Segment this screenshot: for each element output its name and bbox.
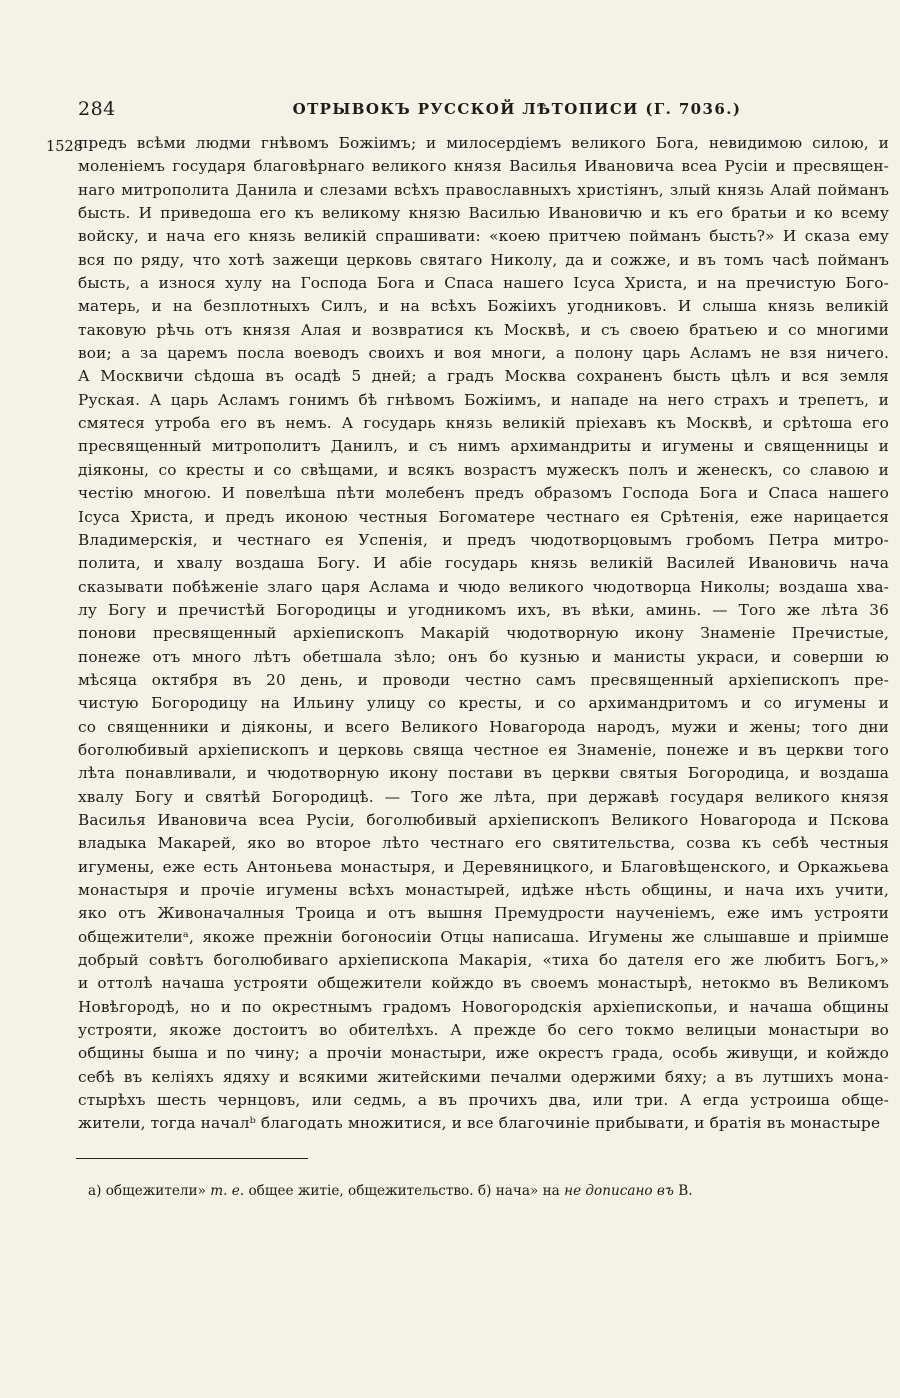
text-line: понови пресвященный архiепископъ Макарiй чюдотворную икону Знаменiе Пречистые, [78, 624, 889, 643]
footnote-a-abbrev: т. е. [210, 1183, 245, 1199]
text-line: со священники и дiяконы, и всего Великого Новагорода народъ, мужи и жены; того дни [78, 717, 889, 736]
text-line: добрый совѣтъ боголюбиваго архiепископа Макарiя, «тиха бо дателя его же любитъ Богъ,» [78, 951, 889, 970]
footnote-b-text: на [542, 1183, 560, 1199]
text-line: бысть. И приведоша его къ великому князю Василью Ивановичю и къ его братьи и ко всему [78, 204, 889, 223]
text-line: боголюбивый архiепископъ и церковь свяща честное ея Знаменiе, понеже и въ церкви того [78, 740, 889, 759]
text-line: войску, и нача его князь великiй спрашивати: «коею притчею пойманъ бысть?» И сказа ему [78, 227, 889, 246]
text-line: Василья Ивановича всеа Русiи, боголюбивый архiепископъ Великого Новагорода и Пскова [78, 810, 889, 829]
text-line: стырѣхъ шесть чернцовъ, или седмь, а въ прочихъ два, или три. А егда устроиша обще- [78, 1091, 889, 1110]
text-line: лѣта понавливали, и чюдотворную икону постави въ церкви святыя Богородица, и воздаша [78, 764, 889, 783]
footnote-divider [76, 1158, 308, 1159]
text-line: лу Богу и пречистѣй Богородицы и угодникомъ ихъ, въ вѣки, аминь. — Того же лѣта 36 [78, 600, 889, 619]
text-line: сказывати побѣженiе злаго царя Аслама и чюдо великого чюдотворца Николы; воздаша хва- [78, 577, 889, 596]
text-line: матерь, и на безплотныхъ Силъ, и на всѣхъ Божiихъ угодниковъ. И слыша князь великiй [78, 297, 889, 316]
text-line: устрояти, якоже достоитъ во обителѣхъ. А прежде бо сего токмо велицыи монастыри во [78, 1021, 889, 1040]
text-line: жители, тогда началᵇ благодать множитися, и все благочинiе прибывати, и братiя въ монастыре [78, 1114, 881, 1133]
footnote-a-text: общее житiе, общежительство. [248, 1183, 474, 1199]
text-line: мѣсяца октября въ 20 день, и проводи честно самъ пресвященный архiепископъ пре- [78, 670, 889, 689]
footnote-a-marker: а) общежители» [88, 1183, 206, 1199]
text-line: наго митрополита Данила и слезами всѣхъ православныхъ христiянъ, злый князь Алай пойманъ [78, 180, 889, 199]
text-line: Новѣгородѣ, но и по окрестнымъ градомъ Новогородскiя архiепископьи, и начаша общины [78, 997, 889, 1016]
text-line: Руская. А царь Асламъ гонимъ бѣ гнѣвомъ Божiимъ, и нападе на него страхъ и трепетъ, и [78, 390, 889, 409]
footnote [88, 1181, 868, 1201]
text-line: предъ всѣми людми гнѣвомъ Божiимъ; и милосердiемъ великого Бога, невидимою силою, и [78, 134, 889, 152]
text-line: честiю многою. И повелѣша пѣти молебенъ предъ образомъ Господа Бога и Спаса нашего [78, 484, 889, 503]
text-line: монастыря и прочiе игумены всѣхъ монастырей, идѣже нѣсть общины, и нача ихъ учити, [78, 881, 889, 899]
text-line: полита, и хвалу воздаша Богу. И абiе государь князь великiй Василей Ивановичь нача [78, 554, 889, 573]
text-line: смятеся утроба его въ немъ. А государь князь великiй прiехавъ къ Москвѣ, и срѣтоша его [78, 414, 889, 433]
footnote-b-source: В. [678, 1183, 693, 1199]
year-margin-note: 1528 [46, 139, 83, 155]
text-line: таковую рѣчь отъ князя Алая и возвратися къ Москвѣ, и съ своею братьею и со многими [78, 320, 889, 339]
footnote-b-marker: б) нача» [477, 1183, 539, 1199]
text-line: дiяконы, со кресты и со свѣщами, и всякъ возрастъ мужескъ полъ и женескъ, со славою и [78, 460, 889, 479]
text-line: игумены, еже есть Антоньева монастыря, и Деревяницкого, и Благовѣщенского, и Оркажьева [78, 857, 889, 876]
text-line: пресвященный митрополитъ Данилъ, и съ нимъ архимандриты и игумены и священницы и [78, 437, 889, 456]
text-line: Владимерскiя, и честнаго ея Успенiя, и предъ чюдотворцовымъ гробомъ Петра митро- [78, 530, 889, 549]
text-line: и оттолѣ начаша устрояти общежители койждо въ своемъ монастырѣ, нетокмо въ Великомъ [78, 974, 889, 993]
text-line: хвалу Богу и святѣй Богородицѣ. — Того же лѣта, при державѣ государя великого князя [78, 787, 889, 806]
page-header [72, 98, 862, 126]
page-number: 284 [78, 98, 116, 120]
text-line: вои; а за царемъ посла воеводъ своихъ и воя многи, а полону царь Асламъ не взя ничего. [78, 344, 889, 363]
text-line: яко отъ Живоначалныя Троица и отъ вышня Премудрости наученiемъ, еже имъ устрояти [78, 904, 889, 923]
footnote-b-italic: не дописано въ [564, 1183, 674, 1199]
text-line: общины быша и по чину; а прочiи монастыри, иже окрестъ града, особь живущи, и койждо [78, 1044, 889, 1063]
text-line: моленiемъ государя благовѣрнаго великого князя Василья Ивановича всеа Русiи и пресвящен- [78, 157, 889, 176]
text-line: понеже отъ много лѣтъ обетшала зѣло; онъ бо кузнью и манисты украси, и соверши ю [78, 647, 889, 666]
text-line: владыка Макарей, яко во второе лѣто честнаго его святительства, созва къ себѣ честныя [78, 834, 889, 853]
text-line: А Москвичи сѣдоша въ осадѣ 5 дней; а градъ Москва сохраненъ бысть цѣлъ и вся земля [78, 367, 889, 386]
text-line: вся по ряду, что хотѣ зажещи церковь святаго Николу, да и сожже, и въ томъ часѣ пойманъ [78, 250, 889, 269]
text-line: чистую Богородицу на Ильину улицу со кресты, и со архимандритомъ и со игумены и [78, 694, 889, 713]
running-title: ОТРЫВОКЪ РУССКОЙ ЛѢТОПИСИ (Г. 7036.) [292, 100, 742, 118]
text-line: себѣ въ келiяхъ ядяху и всякими житейскими печалми одержими бяху; а въ лутшихъ мона- [78, 1067, 889, 1086]
text-line: бысть, а износя хулу на Господа Бога и Спаса нашего Iсуса Христа, и на пречистую Бого- [78, 274, 889, 293]
text-line: общежителиᵃ, якоже прежнiи богоносиiи Отцы написаша. Игумены же слышавше и прiимше [78, 927, 889, 946]
text-line: Iсуса Христа, и предъ иконою честныя Богоматере честнаго ея Срѣтенiя, еже нарицается [78, 507, 889, 526]
chronicle-text [78, 132, 890, 1136]
